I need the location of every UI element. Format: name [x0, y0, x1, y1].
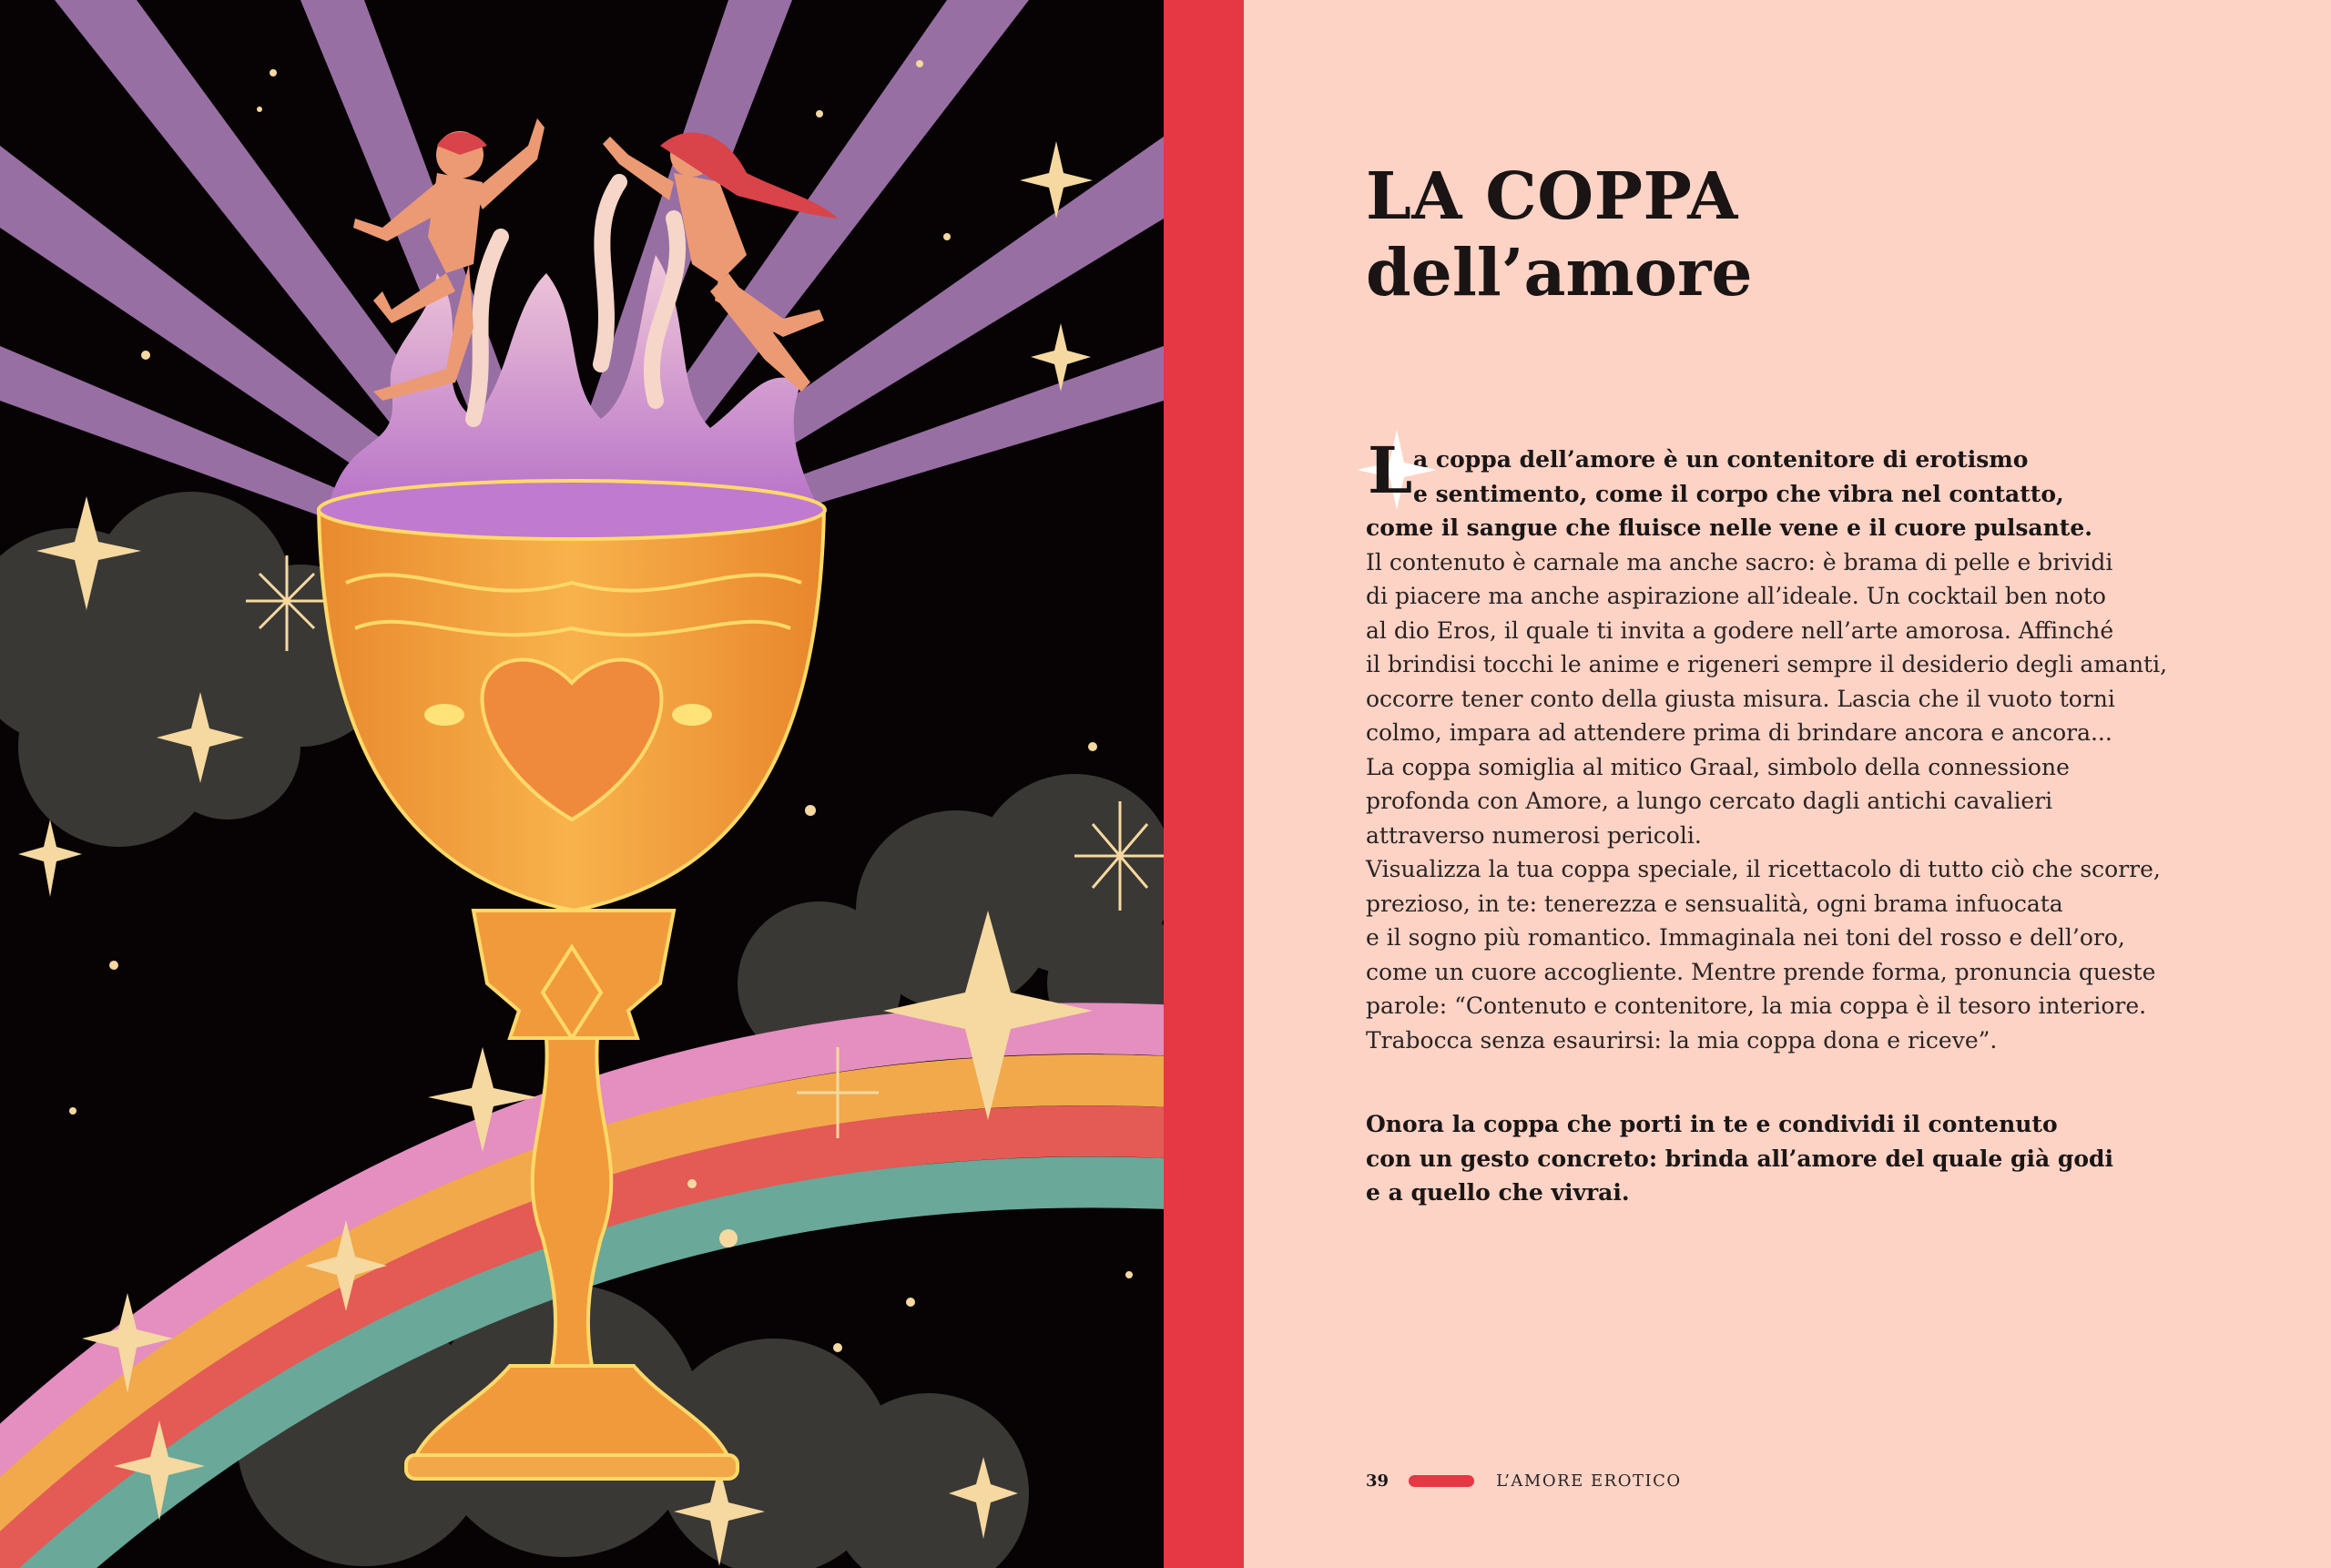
closing-line: e a quello che vivrai. — [1366, 1179, 1630, 1206]
closing-line: Onora la coppa che porti in te e condividi il contenuto — [1366, 1111, 2058, 1137]
dropcap-container — [1366, 433, 1422, 512]
body-line: e il sogno più romantico. Immaginala nei toni del rosso e dell’oro, — [1366, 924, 2125, 951]
intro-line: a coppa dell’amore è un contenitore di erotismo — [1413, 446, 2029, 473]
footer-accent-bar — [1409, 1475, 1474, 1487]
body-line: al dio Eros, il quale ti invita a godere nell’arte amorosa. Affinché — [1366, 616, 2114, 644]
body-line: attraverso numerosi pericoli. — [1366, 821, 1702, 849]
section-name: L’AMORE EROTICO — [1496, 1471, 1682, 1491]
closing-paragraph — [1366, 1107, 2222, 1210]
body-line: La coppa somiglia al mitico Graal, simbolo della connessione — [1366, 753, 2070, 780]
page-footer — [1366, 1469, 1682, 1492]
body-line: prezioso, in te: tenerezza e sensualità, ogni brama infuocata — [1366, 890, 2063, 917]
body-line: parole: “Contenuto e contenitore, la mia coppa è il tesoro interiore. — [1366, 993, 2147, 1019]
body-line: Trabocca senza esaurirsi: la mia coppa dona e riceve”. — [1366, 1026, 1998, 1054]
intro-line: come il sangue che fluisce nelle vene e il cuore pulsante. — [1366, 514, 2092, 541]
body-line: di piacere ma anche aspirazione all’ideale. Un cocktail ben noto — [1366, 583, 2106, 609]
body-line: come un cuore accogliente. Mentre prende forma, pronuncia queste — [1366, 958, 2156, 985]
body-line: colmo, impara ad attendere prima di brindare ancora e ancora... — [1366, 719, 2112, 746]
page-title-line-2: dell’amore — [1366, 234, 1753, 311]
body-text — [1366, 433, 2222, 1057]
chalice-illustration — [0, 0, 1164, 1568]
illustration-panel — [0, 0, 1164, 1568]
spine-band — [1164, 0, 1244, 1568]
closing-line: con un gesto concreto: brinda all’amore del quale già godi — [1366, 1145, 2114, 1172]
body-line: Il contenuto è carnale ma anche sacro: è brama di pelle e brividi — [1366, 548, 2113, 575]
body-line: profonda con Amore, a lungo cercato dagli antichi cavalieri — [1366, 788, 2053, 814]
body-line: occorre tener conto della giusta misura. Lascia che il vuoto torni — [1366, 685, 2115, 712]
body-line: il brindisi tocchi le anime e rigeneri sempre il desiderio degli amanti, — [1366, 651, 2168, 677]
page-number: 39 — [1366, 1471, 1389, 1491]
text-page — [1244, 0, 2331, 1568]
intro-line: e sentimento, come il corpo che vibra nel contatto, — [1413, 480, 2064, 507]
body-line: Visualizza la tua coppa speciale, il ricettacolo di tutto ciò che scorre, — [1366, 856, 2161, 882]
dropcap-letter: L — [1368, 433, 1413, 508]
page-title-line-1: LA COPPA — [1366, 158, 1738, 234]
